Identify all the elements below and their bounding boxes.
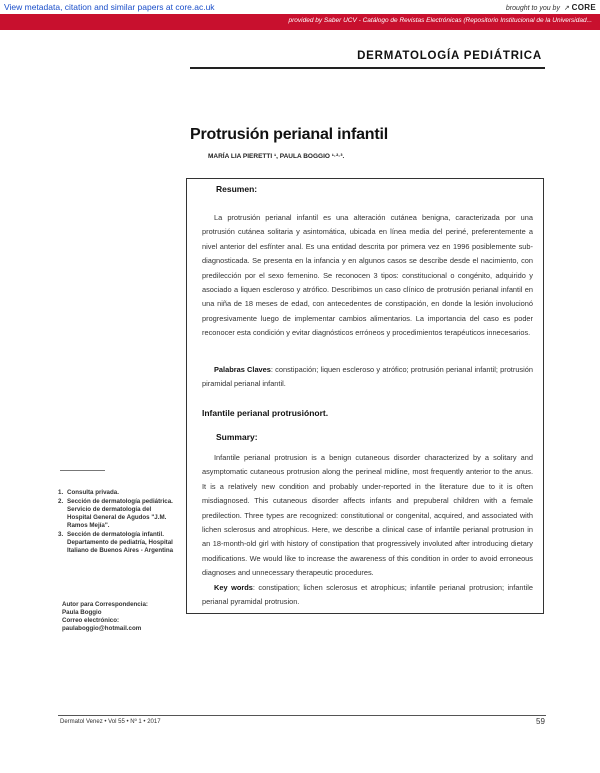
resumen-keywords (202, 363, 533, 392)
footer-rule (58, 715, 546, 716)
correspondence (62, 601, 148, 633)
resumen-heading: Resumen: (216, 184, 258, 194)
affiliation-note: 1. Consulta privada. (58, 489, 119, 496)
keywords-label-en: Key words (214, 583, 253, 592)
keywords-label-es: Palabras Claves (214, 365, 271, 374)
section-title: DERMATOLOGÍA PEDIÁTRICA (357, 50, 542, 62)
keywords-es: : constipación; liquen escleroso y atrófico; protrusión perianal infantil; protrusión piramidal perianal infantil. (202, 365, 533, 389)
affiliation-notes (58, 489, 176, 556)
article-title: Protrusión perianal infantil (190, 126, 388, 143)
core-logo-icon: ↗ (561, 5, 572, 12)
resumen-text (202, 211, 533, 341)
summary-heading: Summary: (216, 432, 258, 442)
summary-paragraph: Infantile perianal protrusion is a benign cutaneous disorder characterized by a solitary and asymptomatic cutaneous protrusion along the perineal midline, most frequently anterior to the anus. It is a relatively new condition and probably under-reported in the literature due to it is often misdiagnosed. This cutaneous disorder affects infants and prepuberal children with a female predilection. Three types are recognized: constitutional or congenital, acquired, and associated with lichen sclerosus and atrophicus. Here, we describe a clinical case of infantile perianal protrusion in an 18-month-old girl with history of constipation that progressively involuted after introducing dietary modifications. We would like to increase the awareness of this condition in order to avoid erroneous diagnoses and unnecessary therapeutic procedures. (202, 453, 533, 578)
footnote-separator (60, 470, 105, 471)
provider-bar (0, 14, 600, 30)
correspondence-label: Autor para Correspondencia: (62, 601, 148, 608)
core-logo-text: CORE (571, 3, 596, 12)
correspondence-name: Paula Boggio (62, 609, 102, 616)
affiliation-note: 2. Sección de dermatología pediátrica. Servicio de dermatología del Hospital General de Agudos "J.M. Ramos Mejía". (58, 498, 173, 529)
page-number: 59 (536, 717, 545, 726)
keywords-en: : constipation; lichen sclerosus et atrophicus; infantile perianal protrusion; infantile perianal pyramidal protrusion. (202, 583, 533, 607)
resumen-paragraph: La protrusión perianal infantil es una alteración cutánea benigna, caracterizada por una protrusión cutánea solitaria y asintomática, ubicada en línea media del periné, preferentemente a nivel anterior del esfínter anal. Es una entidad descrita por primera vez en 1996 posiblemente sub-diagnosticada. Se presenta en la infancia y en algunos casos se describe desde el nacimiento, con predilección por el sexo femenino. Se reconocen 3 tipos: constitucional o congénito, adquirido y asociado a liquen escleroso y atrófico. Describimos un caso clínico de protrusión perianal infantil en una niña de 18 meses de edad, con antecedentes de constipación, en donde la lesión involucionó progresivamente luego de implementar cambios alimentarios. La importancia del caso es poder reconocer esta condición y evitar diagnósticos erróneos y procedimientos terapéuticos innecesarios. (202, 213, 533, 338)
section-rule (190, 67, 545, 69)
affiliation-note: 3. Sección de dermatología infantil. Departamento de pediatría, Hospital Italiano de Buenos Aires - Argentina (58, 531, 174, 554)
journal-citation: Dermatol Venez • Vol 55 • Nº 1 • 2017 (60, 719, 161, 725)
summary-keywords (202, 581, 533, 610)
core-banner (0, 0, 600, 14)
core-metadata-link[interactable]: View metadata, citation and similar papers at core.ac.uk (4, 2, 215, 12)
core-badge[interactable] (506, 3, 596, 12)
summary-text (202, 451, 533, 581)
authors: MARÍA LIA PIERETTI ¹, PAULA BOGGIO ¹·²·³. (208, 153, 345, 160)
email-address[interactable]: paulaboggio@hotmail.com (62, 625, 142, 632)
english-title: Infantile perianal protrusiónort. (202, 408, 329, 418)
email-label: Correo electrónico: (62, 617, 120, 624)
brought-label: brought to you by (505, 5, 560, 12)
provider-text[interactable]: provided by Saber UCV - Catálogo de Revistas Electrónicas (Repositorio Institucional de la Universidad... (288, 17, 592, 24)
